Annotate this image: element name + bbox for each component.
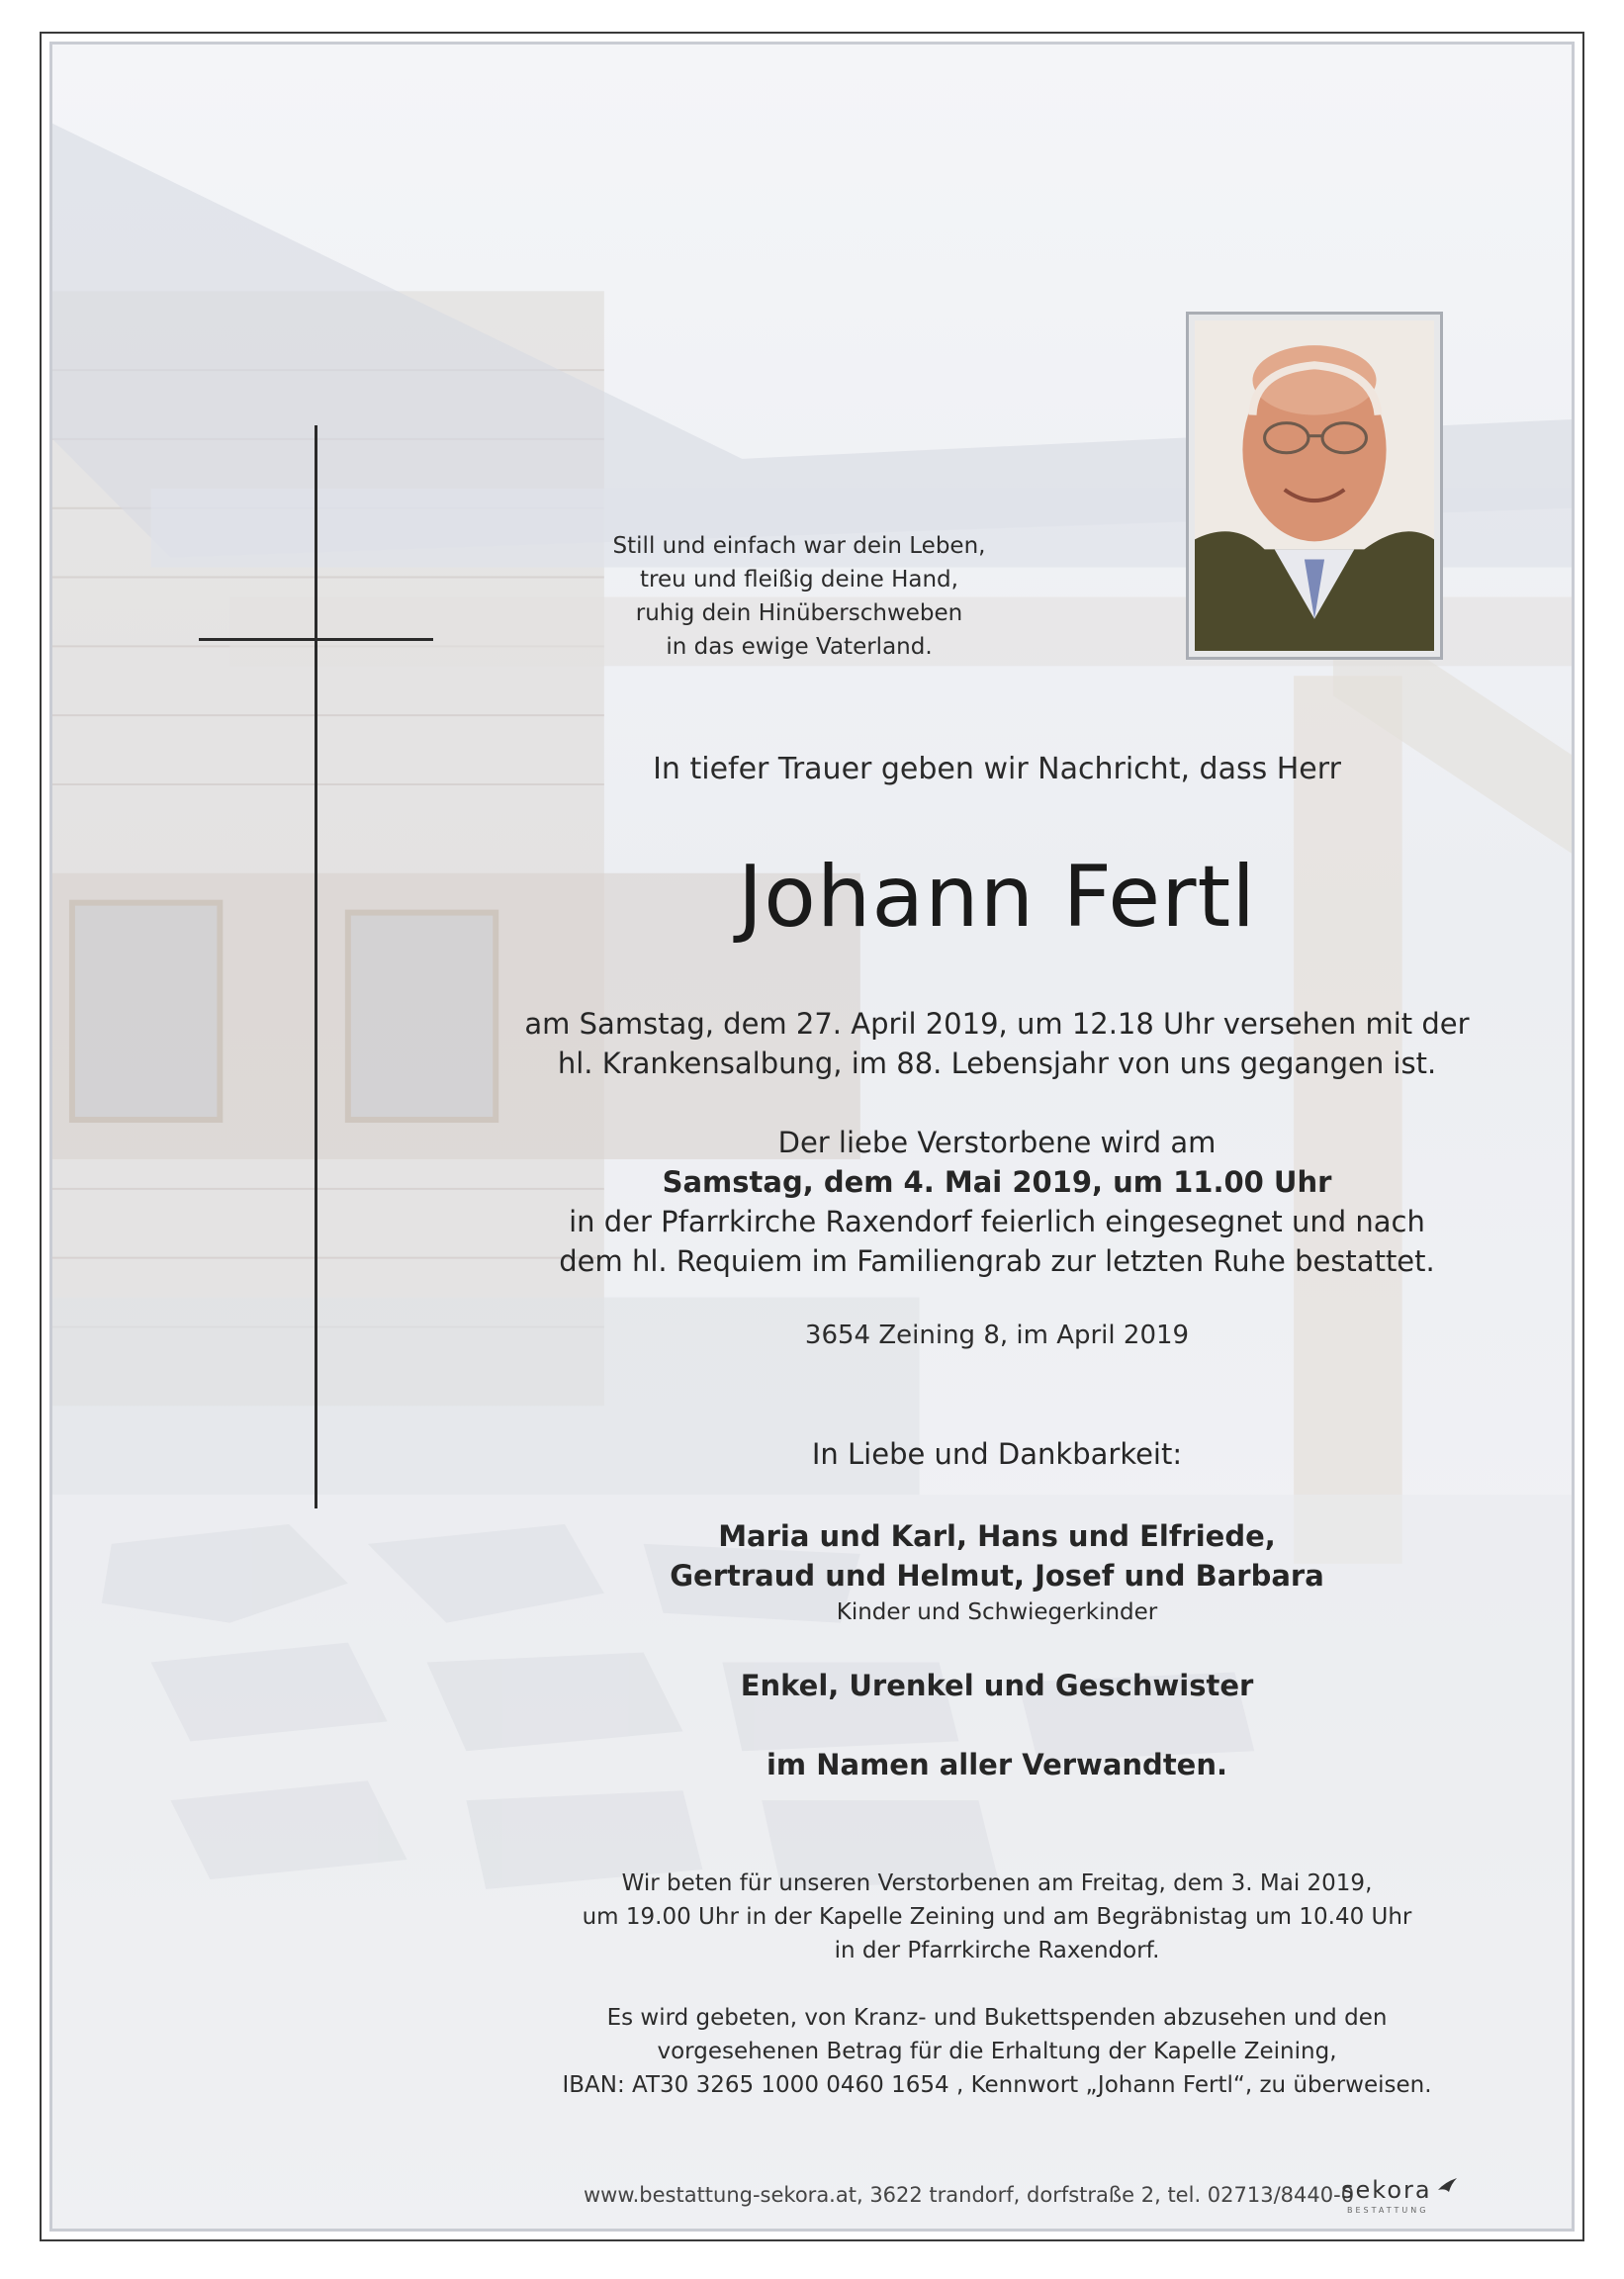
logo-wordmark: sekora xyxy=(1341,2176,1432,2204)
poem-line: treu und fleißig deine Hand, xyxy=(640,567,958,593)
poem-line: Still und einfach war dein Leben, xyxy=(612,533,986,559)
prayer-info xyxy=(468,1867,1526,1967)
funeral-line: dem hl. Requiem im Familiengrab zur letzten Ruhe bestattet. xyxy=(559,1244,1435,1278)
grandchildren-line: Enkel, Urenkel und Geschwister xyxy=(740,1669,1254,1702)
footer-address: www.bestattung-sekora.at, 3622 trandorf, dorfstraße 2, tel. 02713/8440-0 xyxy=(584,2183,1355,2207)
prayer-line: Wir beten für unseren Verstorbenen am Freitag, dem 3. Mai 2019, xyxy=(621,1870,1373,1896)
funeral-info xyxy=(468,1123,1526,1281)
death-notice-line: hl. Krankensalbung, im 88. Lebensjahr von uns gegangen ist. xyxy=(557,1047,1437,1080)
gratitude-heading: In Liebe und Dankbarkeit: xyxy=(811,1437,1183,1471)
prayer-line: um 19.00 Uhr in der Kapelle Zeining und am Begräbnistag um 10.40 Uhr xyxy=(582,1904,1412,1930)
funeral-line: in der Pfarrkirche Raxendorf feierlich eingesegnet und nach xyxy=(569,1205,1425,1238)
death-notice-line: am Samstag, dem 27. April 2019, um 12.18 Uhr versehen mit der xyxy=(524,1007,1470,1041)
intro-text: In tiefer Trauer geben wir Nachricht, dass Herr xyxy=(653,752,1341,786)
donation-info xyxy=(468,2001,1526,2102)
relatives-line: im Namen aller Verwandten. xyxy=(766,1748,1228,1781)
poem-line: in das ewige Vaterland. xyxy=(666,634,933,660)
funeral-date: Samstag, dem 4. Mai 2019, um 11.00 Uhr xyxy=(662,1165,1332,1199)
funeral-line: Der liebe Verstorbene wird am xyxy=(777,1126,1217,1159)
donation-line: IBAN: AT30 3265 1000 0460 1654 , Kennwort „Johann Fertl“, zu überweisen. xyxy=(562,2072,1432,2098)
poem-line: ruhig dein Hinüberschweben xyxy=(635,600,963,626)
cross-horizontal xyxy=(199,638,433,641)
notice-panel xyxy=(49,42,1575,2232)
bird-icon xyxy=(1437,2176,1459,2194)
poem xyxy=(586,529,1012,664)
prayer-line: in der Pfarrkirche Raxendorf. xyxy=(834,1938,1160,1963)
sekora-logo xyxy=(1341,2176,1459,2215)
logo-subtitle: BESTATTUNG xyxy=(1347,2206,1429,2215)
children-line: Maria und Karl, Hans und Elfriede, xyxy=(718,1519,1276,1553)
portrait-frame xyxy=(1186,312,1443,660)
donation-line: vorgesehenen Betrag für die Erhaltung der Kapelle Zeining, xyxy=(657,2039,1337,2064)
children-line: Gertraud und Helmut, Josef und Barbara xyxy=(670,1559,1324,1593)
deceased-name: Johann Fertl xyxy=(737,848,1257,947)
donation-line: Es wird gebeten, von Kranz- und Bukettspenden abzusehen und den xyxy=(606,2005,1388,2031)
children-label: Kinder und Schwiegerkinder xyxy=(836,1599,1158,1625)
children-names xyxy=(468,1516,1526,1595)
death-notice xyxy=(468,1004,1526,1083)
place-date: 3654 Zeining 8, im April 2019 xyxy=(804,1321,1190,1350)
cross-vertical xyxy=(315,425,317,1508)
portrait-photo xyxy=(1195,320,1434,651)
